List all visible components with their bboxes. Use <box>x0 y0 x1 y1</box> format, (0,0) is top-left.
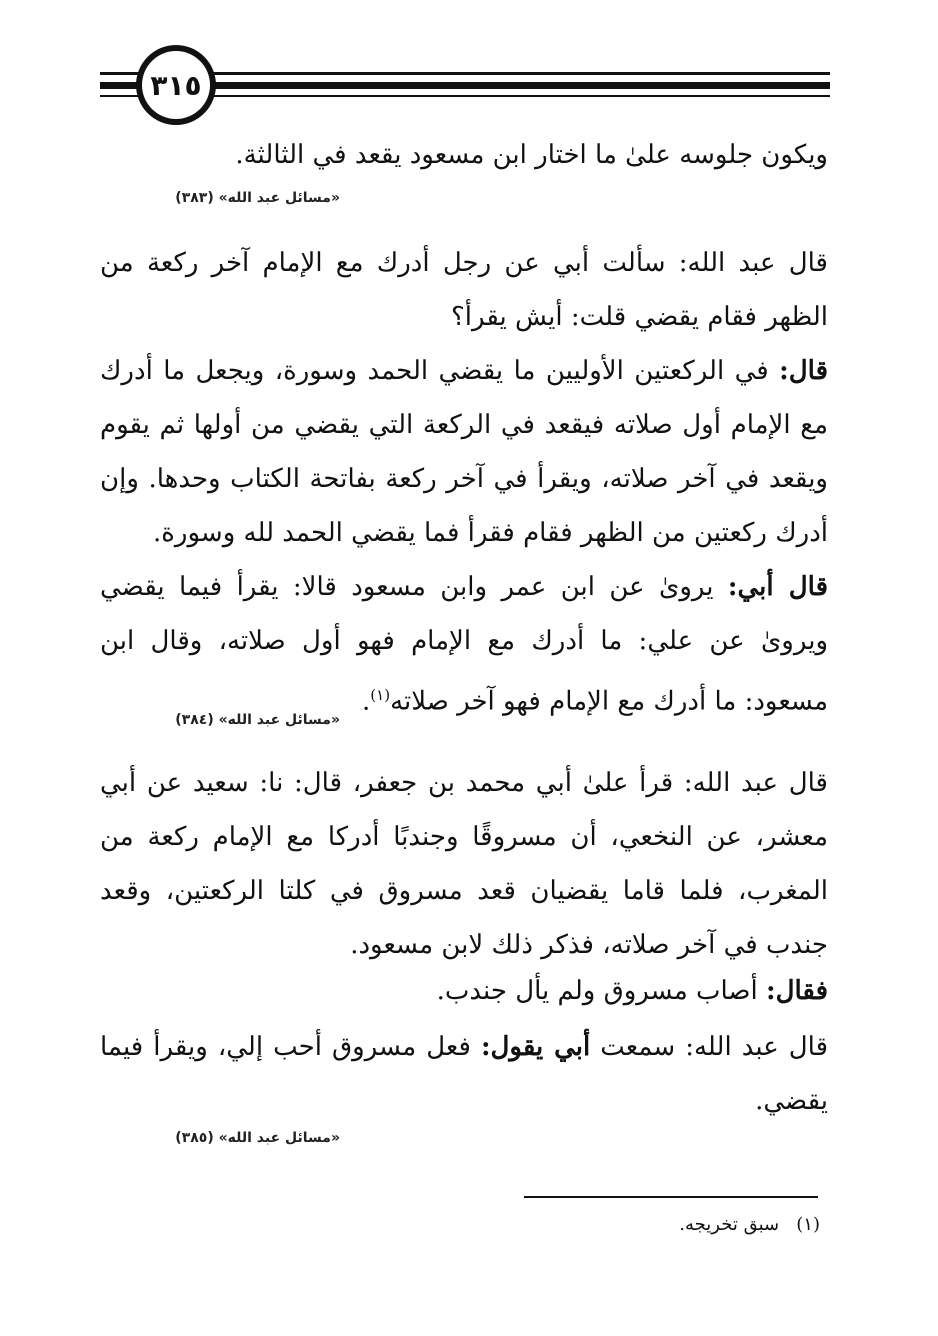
paragraph-1 <box>100 128 828 182</box>
paragraph-2 <box>100 236 828 344</box>
footnote-reference: (١) <box>370 686 391 704</box>
footnote-text: سبق تخريجه. <box>679 1214 780 1235</box>
paragraph-4-text: يروىٰ عن ابن عمر وابن مسعود قالا: يقرأ فيما يقضي ويروىٰ عن علي: ما أدرك مع الإمام فهو أول صلاته، وقال ابن مسعود: ما أدرك مع الإمام فهو آخر صلاته <box>100 572 828 717</box>
paragraph-3-lead: قال: <box>779 356 828 386</box>
paragraph-3 <box>100 344 828 560</box>
paragraph-4 <box>100 560 828 729</box>
paragraph-7 <box>100 1020 828 1128</box>
paragraph-1-text: ويكون جلوسه علىٰ ما اختار ابن مسعود يقعد في الثالثة. <box>235 140 828 170</box>
page-header <box>0 0 938 130</box>
paragraph-4-end: . <box>362 686 371 717</box>
paragraph-6-text: أصاب مسروق ولم يأل جندب. <box>436 976 758 1006</box>
footnote-separator <box>524 1196 818 1198</box>
source-citation-385: «مسائل عبد الله» (٣٨٥) <box>175 1130 340 1146</box>
paragraph-7-text-b: فعل مسروق أحب إلي، ويقرأ فيما يقضي. <box>100 1032 828 1116</box>
source-citation-383: «مسائل عبد الله» (٣٨٣) <box>175 190 340 206</box>
paragraph-6-lead: فقال: <box>766 976 828 1006</box>
footnote-number: (١) <box>796 1214 820 1235</box>
page-number: ٣١٥ <box>142 51 210 119</box>
paragraph-5-text: قال عبد الله: قرأ علىٰ أبي محمد بن جعفر، قال: نا: سعيد عن أبي معشر، عن النخعي، أن مسروقًا وجندبًا أدركا مع الإمام ركعة من المغرب، فلما قاما يقضيان قعد مسروق في كلتا الركعتين، وقعد جندب في آخر صلاته، فذكر ذلك لابن مسعود. <box>100 768 828 960</box>
source-citation-384: «مسائل عبد الله» (٣٨٤) <box>175 712 340 728</box>
footnote <box>520 1214 820 1235</box>
paragraph-7-lead: أبي يقول: <box>480 1032 591 1062</box>
paragraph-4-lead: قال أبي: <box>727 572 829 602</box>
paragraph-2-text: قال عبد الله: سألت أبي عن رجل أدرك مع الإمام آخر ركعة من الظهر فقام يقضي قلت: أيش يقرأ؟ <box>100 248 828 332</box>
paragraph-6 <box>100 964 828 1018</box>
page-number-badge <box>136 45 216 125</box>
paragraph-5 <box>100 756 828 972</box>
paragraph-7-text-a: قال عبد الله: سمعت <box>600 1032 829 1062</box>
paragraph-3-text: في الركعتين الأوليين ما يقضي الحمد وسورة، ويجعل ما أدرك مع الإمام أول صلاته فيقعد في الركعة التي يقضي من أولها ثم يقوم ويقعد في آخر صلاته، ويقرأ في آخر ركعة بفاتحة الكتاب وحدها. وإن أدرك ركعتين من الظهر فقام فقرأ فما يقضي الحمد لله وسورة. <box>100 356 828 548</box>
